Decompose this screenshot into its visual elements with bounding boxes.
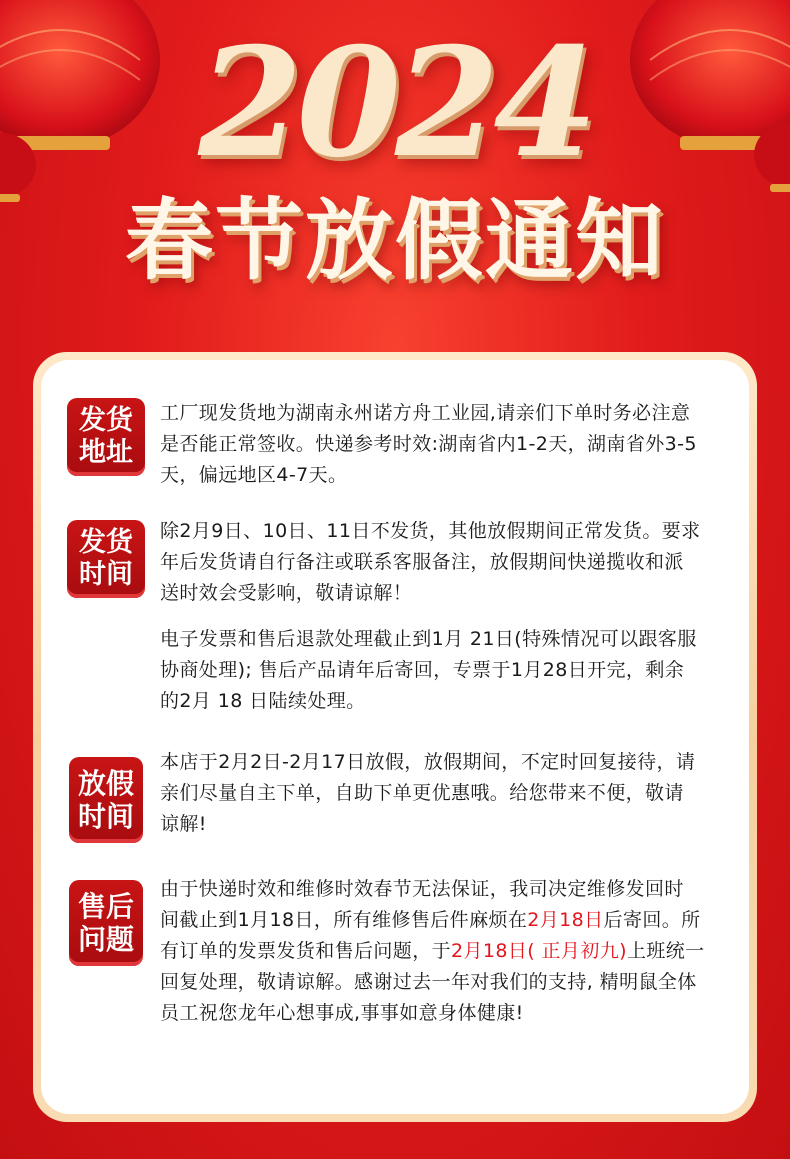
- badge-line: 发货: [79, 405, 133, 436]
- badge-line: 时间: [77, 800, 134, 833]
- badge-line: 问题: [77, 923, 134, 956]
- text-line: 的2月 18 日陆续处理。: [160, 690, 366, 712]
- text-segment: 后寄回。所: [603, 909, 701, 931]
- text-line: 年后发货请自行备注或联系客服备注，放假期间快递揽收和派: [160, 551, 684, 573]
- highlight-date: 2月18日( 正月初九): [451, 940, 627, 962]
- year-heading: 2024: [198, 15, 592, 191]
- text-line: 回复处理，敬请谅解。感谢过去一年对我们的支持, 精明鼠全体: [160, 971, 697, 993]
- shipping-address-text: [160, 398, 732, 491]
- text-segment: 上班统一: [626, 940, 705, 962]
- shipping-time-text: [160, 516, 732, 609]
- text-segment: 有订单的发票发货和售后问题，于: [160, 940, 452, 962]
- highlight-date: 2月18日: [527, 909, 604, 931]
- text-line: 谅解!: [160, 813, 207, 835]
- page-title: 春节放假通知: [124, 189, 665, 292]
- shipping-address-badge: [67, 398, 145, 476]
- text-line: 天，偏远地区4-7天。: [160, 464, 348, 486]
- text-line: 送时效会受影响，敬请谅解！: [160, 582, 413, 604]
- after-sales-text: [160, 874, 732, 1029]
- text-line: 亲们尽量自主下单，自助下单更优惠哦。给您带来不便，敬请: [160, 782, 684, 804]
- badge-line: 时间: [79, 559, 133, 590]
- text-line: 协商处理); 售后产品请年后寄回，专票于1月28日开完，剩余: [160, 659, 685, 681]
- holiday-time-text: [160, 747, 732, 840]
- text-line: [160, 905, 732, 936]
- badge-line: 发货: [79, 527, 133, 558]
- badge-line: 售后: [77, 890, 134, 923]
- text-line: 员工祝您龙年心想事成,事事如意身体健康!: [160, 1002, 524, 1024]
- text-line: 工厂现发货地为湖南永州诺方舟工业园,请亲们下单时务必注意: [160, 402, 691, 424]
- text-line: 本店于2月2日-2月17日放假，放假期间，不定时回复接待，请: [160, 751, 696, 773]
- after-sales-badge: [69, 880, 143, 966]
- text-line: [160, 936, 732, 967]
- text-segment: 间截止到1月18日，所有维修售后件麻烦在: [160, 909, 528, 931]
- invoice-text: [160, 624, 732, 717]
- shipping-time-badge: [67, 520, 145, 598]
- text-line: 是否能正常签收。快递参考时效:湖南省内1-2天，湖南省外3-5: [160, 433, 697, 455]
- text-line: 除2月9日、10日、11日不发货，其他放假期间正常发货。要求: [160, 520, 701, 542]
- text-line: 由于快递时效和维修时效春节无法保证，我司决定维修发回时: [160, 878, 684, 900]
- badge-line: 地址: [79, 437, 133, 468]
- text-line: 电子发票和售后退款处理截止到1月 21日(特殊情况可以跟客服: [160, 628, 697, 650]
- holiday-time-badge: [69, 757, 143, 843]
- badge-line: 放假: [77, 767, 134, 800]
